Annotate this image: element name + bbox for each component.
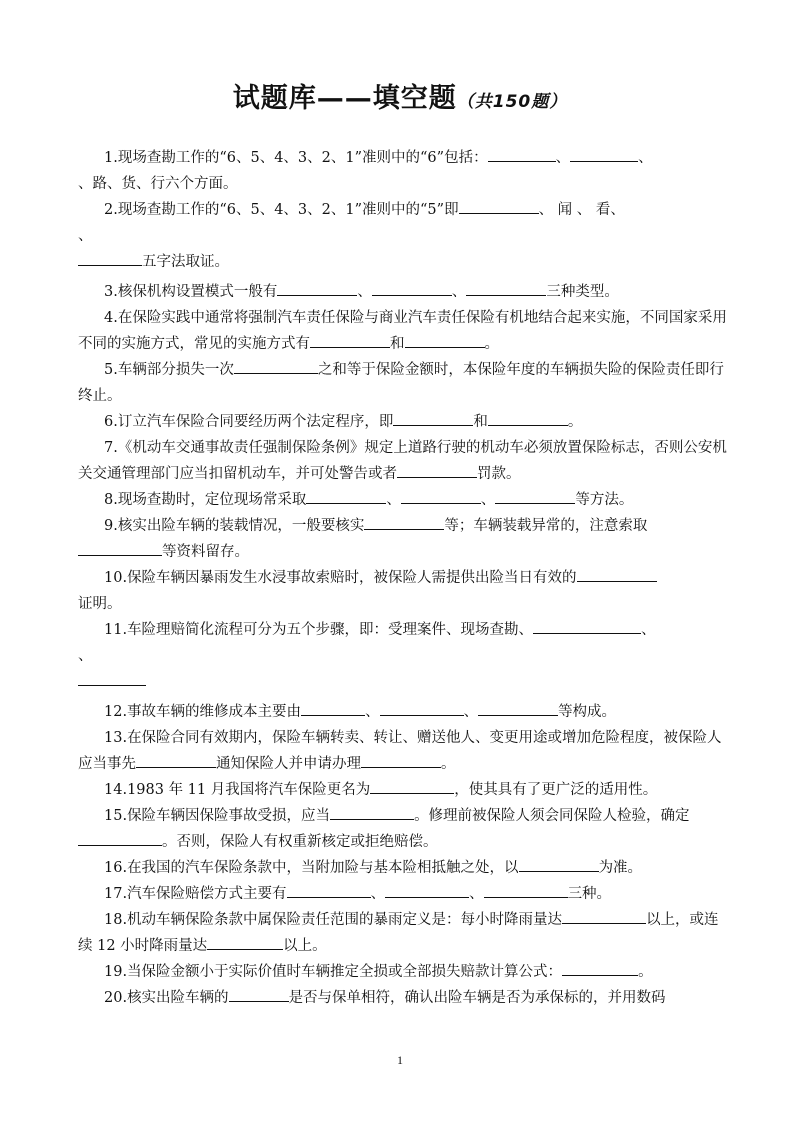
question-text: 保险车辆因暴雨发生水浸事故索赔时，被保险人需提供出险当日有效的	[127, 570, 577, 586]
question-text: 、	[365, 704, 380, 720]
blank[interactable]	[459, 198, 539, 214]
blank[interactable]	[361, 752, 441, 768]
question-number: 6.	[104, 414, 118, 430]
question-9	[78, 513, 728, 565]
question-text: 保险车辆因保险事故受损，应当	[127, 808, 331, 824]
question-text: 。	[484, 336, 499, 352]
question-number: 10.	[104, 570, 128, 586]
blank[interactable]	[370, 778, 454, 794]
question-16	[78, 855, 728, 881]
question-number: 1.	[104, 150, 118, 166]
question-text: 等资料留存。	[162, 544, 249, 560]
question-text: 、	[386, 492, 401, 508]
question-text: 、	[463, 704, 479, 720]
question-7	[78, 435, 728, 487]
question-number: 16.	[104, 860, 128, 876]
question-4	[78, 305, 728, 357]
question-15	[78, 803, 728, 855]
question-text: 以上，或连续 12 小时降雨量达	[78, 912, 719, 954]
question-text: 订立汽车保险合同要经历两个法定程序，即	[117, 414, 394, 430]
blank[interactable]	[488, 146, 556, 162]
question-text: 罚款。	[477, 466, 521, 482]
blank[interactable]	[229, 986, 289, 1002]
question-text: 之和等于保险金额时，本保险年度的车辆损失险的保险责任即行终止。	[78, 362, 724, 404]
question-text: 、	[555, 150, 571, 166]
question-text: 1983 年 11 月我国将汽车保险更名为	[127, 782, 371, 798]
blank[interactable]	[405, 332, 485, 348]
blank[interactable]	[562, 960, 638, 976]
blank[interactable]	[78, 670, 146, 686]
question-number: 5.	[104, 362, 118, 378]
blank[interactable]	[393, 410, 473, 426]
question-number: 13.	[104, 730, 128, 746]
question-text: 车险理赔简化流程可分为五个步骤，即：受理案件、现场查勘、	[127, 622, 534, 638]
question-11	[78, 617, 728, 695]
question-text: 车辆部分损失一次	[117, 362, 234, 378]
blank[interactable]	[136, 752, 216, 768]
blank[interactable]	[306, 488, 386, 504]
question-text: 、	[641, 622, 656, 638]
question-text: 和	[390, 336, 405, 352]
question-text: 。	[638, 964, 653, 980]
blank[interactable]	[372, 280, 452, 296]
question-text: 和	[473, 414, 488, 430]
question-text: 是否与保单相符，确认出险车辆是否为承保标的，并用数码	[288, 990, 666, 1006]
question-text: 。	[567, 414, 583, 430]
question-text: 等方法。	[575, 492, 634, 508]
question-text: 五字法取证。	[142, 254, 229, 270]
question-number: 14.	[104, 782, 128, 798]
blank[interactable]	[519, 856, 599, 872]
question-text: 为准。	[598, 860, 643, 876]
blank[interactable]	[207, 934, 283, 950]
question-text: 、	[357, 284, 372, 300]
question-text: 等；车辆装载异常的，注意索取	[444, 518, 648, 534]
question-6	[78, 409, 728, 435]
question-text: 核实出险车辆的装载情况，一般要核实	[117, 518, 365, 534]
blank[interactable]	[287, 882, 371, 898]
question-text: 现场查勘工作的“6、5、4、3、2、1”准则中的“6”包括：	[117, 150, 488, 166]
blank[interactable]	[488, 410, 568, 426]
question-2	[78, 197, 728, 275]
question-text: 在我国的汽车保险条款中，当附加险与基本险相抵触之处，以	[127, 860, 519, 876]
question-number: 11.	[104, 622, 128, 638]
blank[interactable]	[301, 700, 365, 716]
blank[interactable]	[562, 908, 646, 924]
question-text: 三种类型。	[546, 284, 619, 300]
question-text: 、	[451, 284, 467, 300]
question-13	[78, 725, 728, 777]
blank[interactable]	[234, 358, 318, 374]
blank[interactable]	[478, 700, 558, 716]
title-sub: （共150题）	[456, 92, 568, 112]
blank[interactable]	[380, 700, 464, 716]
question-number: 4.	[104, 310, 118, 326]
question-text: 核保机构设置模式一般有	[117, 284, 278, 300]
question-10	[78, 565, 728, 617]
blank[interactable]	[385, 882, 469, 898]
question-text: 通知保险人并申请办理	[216, 756, 361, 772]
blank[interactable]	[401, 488, 481, 504]
blank[interactable]	[533, 618, 641, 634]
question-text: 机动车辆保险条款中属保险责任范围的暴雨定义是：每小时降雨量达	[127, 912, 563, 928]
blank[interactable]	[277, 280, 357, 296]
question-text: 、路、货、行六个方面。	[78, 176, 238, 192]
question-number: 12.	[104, 704, 128, 720]
question-text: 。修理前被保险人须会同保险人检验，确定	[414, 808, 690, 824]
question-number: 19.	[104, 964, 128, 980]
question-text: 三种。	[567, 886, 612, 902]
blank[interactable]	[78, 830, 162, 846]
question-text: ，使其具有了更广泛的适用性。	[454, 782, 658, 798]
question-17	[78, 881, 728, 907]
question-text: 等构成。	[558, 704, 617, 720]
question-number: 2.	[104, 202, 118, 218]
question-text: 事故车辆的维修成本主要由	[127, 704, 302, 720]
question-text: 汽车保险赔偿方式主要有	[127, 886, 287, 902]
question-12	[78, 699, 728, 725]
question-text: 。	[441, 756, 456, 772]
blank[interactable]	[310, 332, 390, 348]
question-text: 、	[469, 886, 484, 902]
title-main: 试题库——填空题	[232, 83, 457, 114]
question-number: 15.	[104, 808, 128, 824]
question-8	[78, 487, 728, 513]
question-19	[78, 959, 728, 985]
question-number: 17.	[104, 886, 128, 902]
question-text: 当保险金额小于实际价值时车辆推定全损或全部损失赔款计算公式：	[127, 964, 563, 980]
blank[interactable]	[364, 514, 444, 530]
question-number: 3.	[104, 284, 118, 300]
question-number: 7.	[104, 440, 118, 456]
question-text: 在保险合同有效期内，保险车辆转卖、转让、赠送他人、变更用途或增加危险程度，被保险人应当事先	[78, 730, 722, 772]
blank[interactable]	[330, 804, 414, 820]
blank[interactable]	[78, 250, 142, 266]
page-title	[0, 76, 800, 115]
question-text: 、	[78, 228, 93, 244]
question-number: 18.	[104, 912, 128, 928]
blank[interactable]	[397, 462, 477, 478]
question-text: 核实出险车辆的	[127, 990, 229, 1006]
blank[interactable]	[570, 146, 638, 162]
question-text: 证明。	[78, 596, 122, 612]
page-number: 1	[397, 1053, 403, 1067]
question-text: 、	[638, 150, 653, 166]
question-text: 《机动车交通事故责任强制保险条例》规定上道路行驶的机动车必须放置保险标志，否则公安机关交通管理部门应当扣留机动车，并可处警告或者	[78, 440, 727, 482]
question-18	[78, 907, 728, 959]
question-text: 。否则，保险人有权重新核定或拒绝赔偿。	[162, 834, 438, 850]
question-1	[78, 145, 728, 197]
question-text: 、 闻 、 看、	[538, 202, 625, 218]
question-text: 、	[78, 648, 93, 664]
blank[interactable]	[495, 488, 575, 504]
question-number: 20.	[104, 990, 128, 1006]
question-text: 以上。	[283, 938, 327, 954]
question-20	[78, 985, 728, 1011]
question-text: 、	[480, 492, 496, 508]
question-text: 现场查勘时，定位现场常采取	[117, 492, 307, 508]
question-text: 、	[370, 886, 386, 902]
blank[interactable]	[577, 566, 657, 582]
question-number: 8.	[104, 492, 118, 508]
question-5	[78, 357, 728, 409]
question-14	[78, 777, 728, 803]
blank[interactable]	[78, 540, 162, 556]
blank[interactable]	[484, 882, 568, 898]
question-3	[78, 279, 728, 305]
question-text: 在保险实践中通常将强制汽车责任保险与商业汽车责任保险有机地结合起来实施，不同国家采用不同的实施方式，常见的实施方式有	[78, 310, 727, 352]
blank[interactable]	[466, 280, 546, 296]
question-number: 9.	[104, 518, 118, 534]
question-text: 现场查勘工作的“6、5、4、3、2、1”准则中的“5”即	[117, 202, 459, 218]
